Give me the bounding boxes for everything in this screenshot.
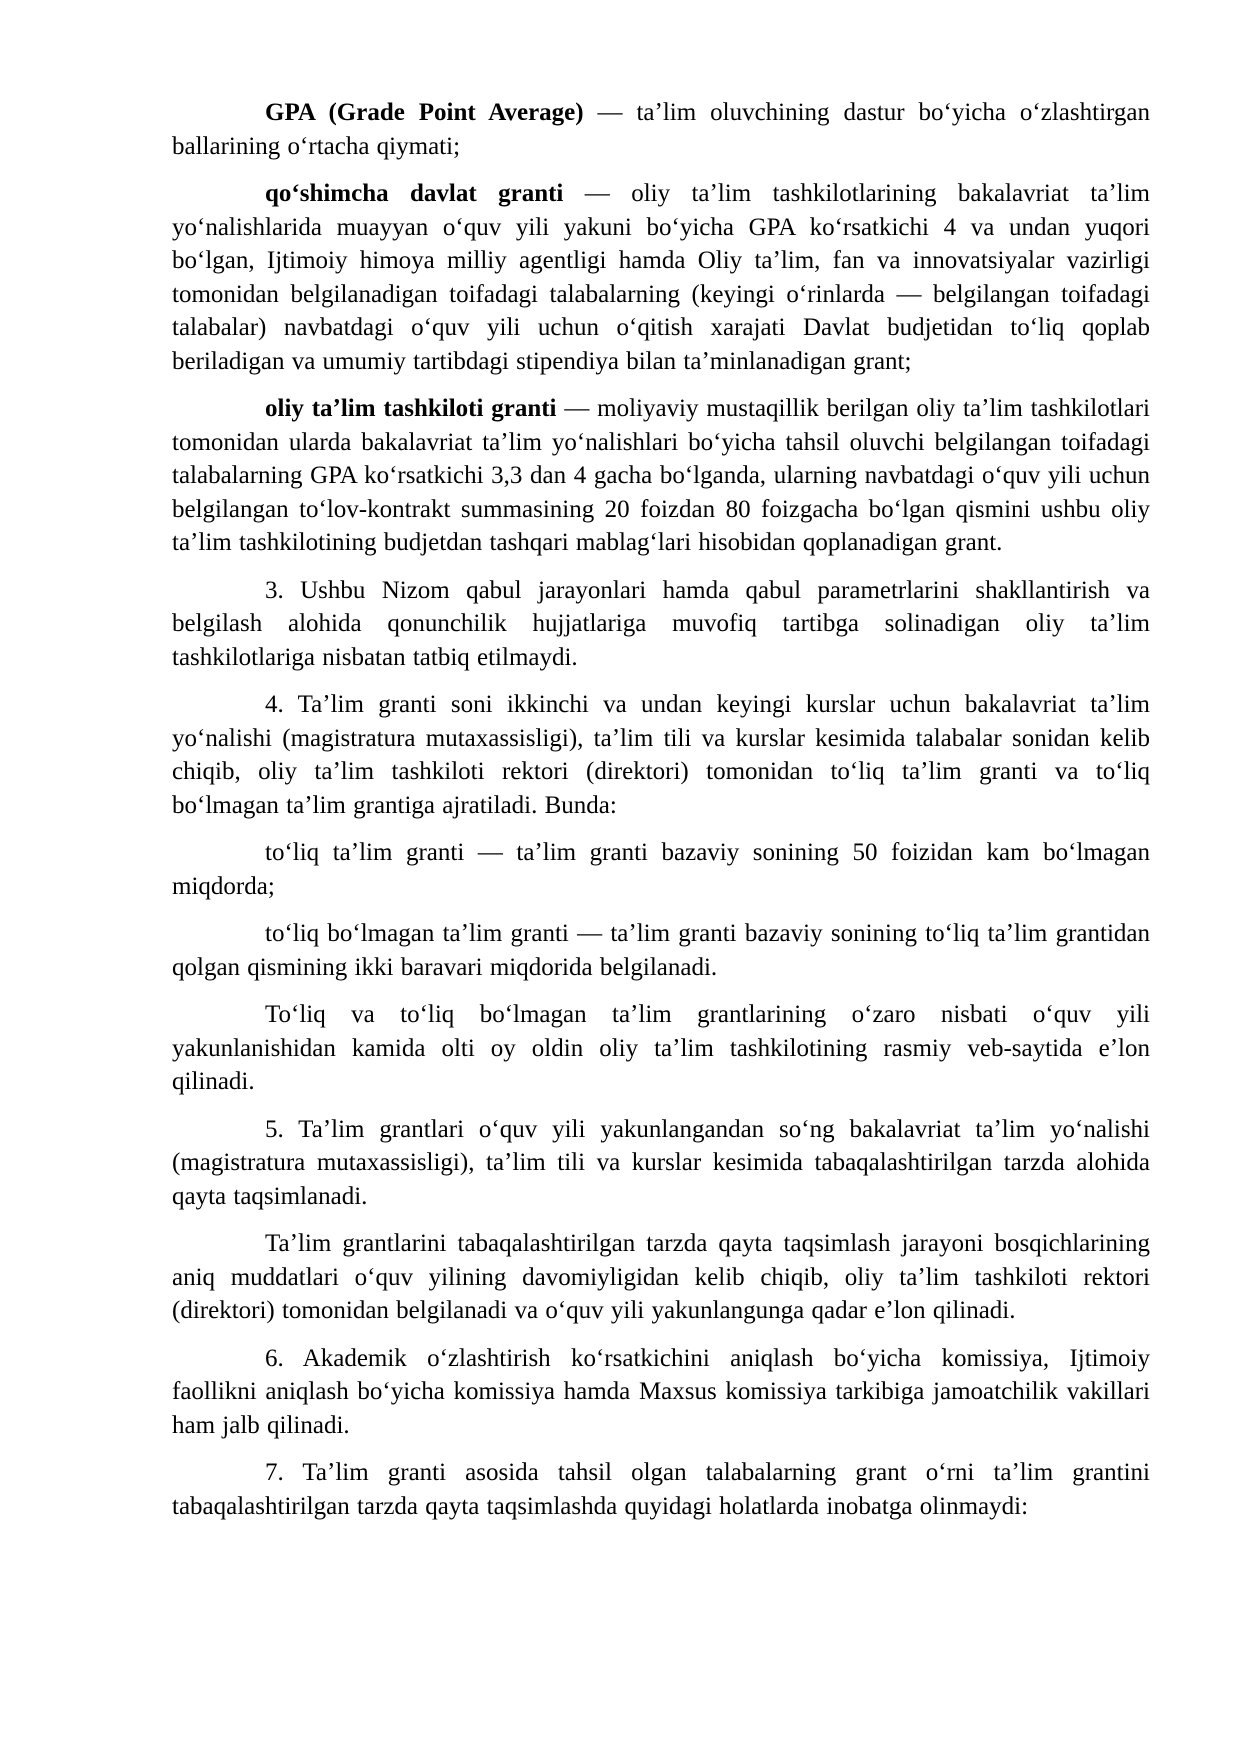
paragraph-partial-grant xyxy=(172,917,1150,984)
paragraph-text: toʻliq boʻlmagan taʼlim granti — taʼlim granti bazaviy sonining toʻliq taʼlim grantidan qolgan qismining ikki baravari miqdorida belgilanadi. xyxy=(172,920,1150,981)
paragraph-text: toʻliq taʼlim granti — taʼlim granti bazaviy sonining 50 foizidan kam boʻlmagan miqdorda; xyxy=(172,839,1150,900)
paragraph-grant-ratio xyxy=(172,998,1150,1099)
paragraph-gpa-definition xyxy=(172,96,1150,163)
paragraph-text: — moliyaviy mustaqillik berilgan oliy taʼlim tashkilotlari tomonidan ularda bakalavriat taʼlim yoʻnalishlari boʻyicha tahsil oluvchi belgilangan toifadagi talabalarning GPA koʻrsatkichi 3,3 dan 4 gacha boʻlganda, ularning navbatdagi oʻquv yili uchun belgilangan toʻlov-kontrakt summasining 20 foizdan 80 foizgacha boʻlgan qismini ushbu oliy taʼlim tashkilotining budjetdan tashqari mablagʻlari hisobidan qoplanadigan grant. xyxy=(172,395,1150,556)
paragraph-clause-6 xyxy=(172,1342,1150,1443)
paragraph-redistribution-deadlines xyxy=(172,1227,1150,1328)
paragraph-text: Taʼlim grantlarini tabaqalashtirilgan tarzda qayta taqsimlash jarayoni bosqichlarining aniq muddatlari oʻquv yilining davomiyligidan kelib chiqib, oliy taʼlim tashkiloti rektori (direktori) tomonidan belgilanadi va oʻquv yili yakunlangunga qadar eʼlon qilinadi. xyxy=(172,1230,1150,1324)
paragraph-full-grant xyxy=(172,836,1150,903)
paragraph-text: 3. Ushbu Nizom qabul jarayonlari hamda qabul parametrlarini shakllantirish va belgilash alohida qonunchilik hujjatlariga muvofiq tartibga solinadigan oliy taʼlim tashkilotlariga nisbatan tatbiq etilmaydi. xyxy=(172,576,1150,671)
paragraph-clause-5 xyxy=(172,1113,1150,1214)
paragraph-text: 7. Taʼlim granti asosida tahsil olgan talabalarning grant oʻrni taʼlim grantini tabaqalashtirilgan tarzda qayta taqsimlashda quyidagi holatlarda inobatga olinmaydi: xyxy=(172,1459,1150,1520)
defined-term-additional-state-grant: qoʻshimcha davlat granti xyxy=(265,180,564,207)
paragraph-additional-state-grant xyxy=(172,177,1150,378)
paragraph-university-grant xyxy=(172,392,1150,560)
paragraph-text: 4. Taʼlim granti soni ikkinchi va undan keyingi kurslar uchun bakalavriat taʼlim yoʻnalishi (magistratura mutaxassisligi), taʼlim tili va kurslar kesimida talabalar sonidan kelib chiqib, oliy taʼlim tashkiloti rektori (direktori) tomonidan toʻliq taʼlim granti va toʻliq boʻlmagan taʼlim grantiga ajratiladi. Bunda: xyxy=(172,691,1150,819)
paragraph-text: Toʻliq va toʻliq boʻlmagan taʼlim grantlarining oʻzaro nisbati oʻquv yili yakunlanishidan kamida olti oy oldin oliy taʼlim tashkilotining rasmiy veb-saytida eʼlon qilinadi. xyxy=(172,1001,1150,1095)
paragraph-text: 5. Taʼlim grantlari oʻquv yili yakunlangandan soʻng bakalavriat taʼlim yoʻnalishi (magistratura mutaxassisligi), taʼlim tili va kurslar kesimida tabaqalashtirilgan tarzda alohida qayta taqsimlanadi. xyxy=(172,1115,1150,1210)
paragraph-text: — oliy taʼlim tashkilotlarining bakalavriat taʼlim yoʻnalishlarida muayyan oʻquv yili yakuni boʻyicha GPA koʻrsatkichi 4 va undan yuqori boʻlgan, Ijtimoiy himoya milliy agentligi hamda Oliy taʼlim, fan va innovatsiyalar vazirligi tomonidan belgilanadigan toifadagi talabalarning (keyingi oʻrinlarda — belgilangan toifadagi talabalar) navbatdagi oʻquv yili uchun oʻqitish xarajati Davlat budjetidan toʻliq qoplab beriladigan va umumiy tartibdagi stipendiya bilan taʼminlanadigan grant; xyxy=(172,180,1150,375)
paragraph-text: 6. Akademik oʻzlashtirish koʻrsatkichini aniqlash boʻyicha komissiya, Ijtimoiy faollikni aniqlash boʻyicha komissiya hamda Maxsus komissiya tarkibiga jamoatchilik vakillari ham jalb qilinadi. xyxy=(172,1344,1150,1439)
defined-term-university-grant: oliy taʼlim tashkiloti granti xyxy=(265,395,557,422)
paragraph-text: — taʼlim oluvchining dastur boʻyicha oʻzlashtirgan ballarining oʻrtacha qiymati; xyxy=(172,99,1150,160)
paragraph-clause-3 xyxy=(172,574,1150,675)
paragraph-clause-7 xyxy=(172,1456,1150,1523)
paragraph-clause-4 xyxy=(172,688,1150,822)
defined-term-gpa: GPA (Grade Point Average) xyxy=(265,99,584,126)
